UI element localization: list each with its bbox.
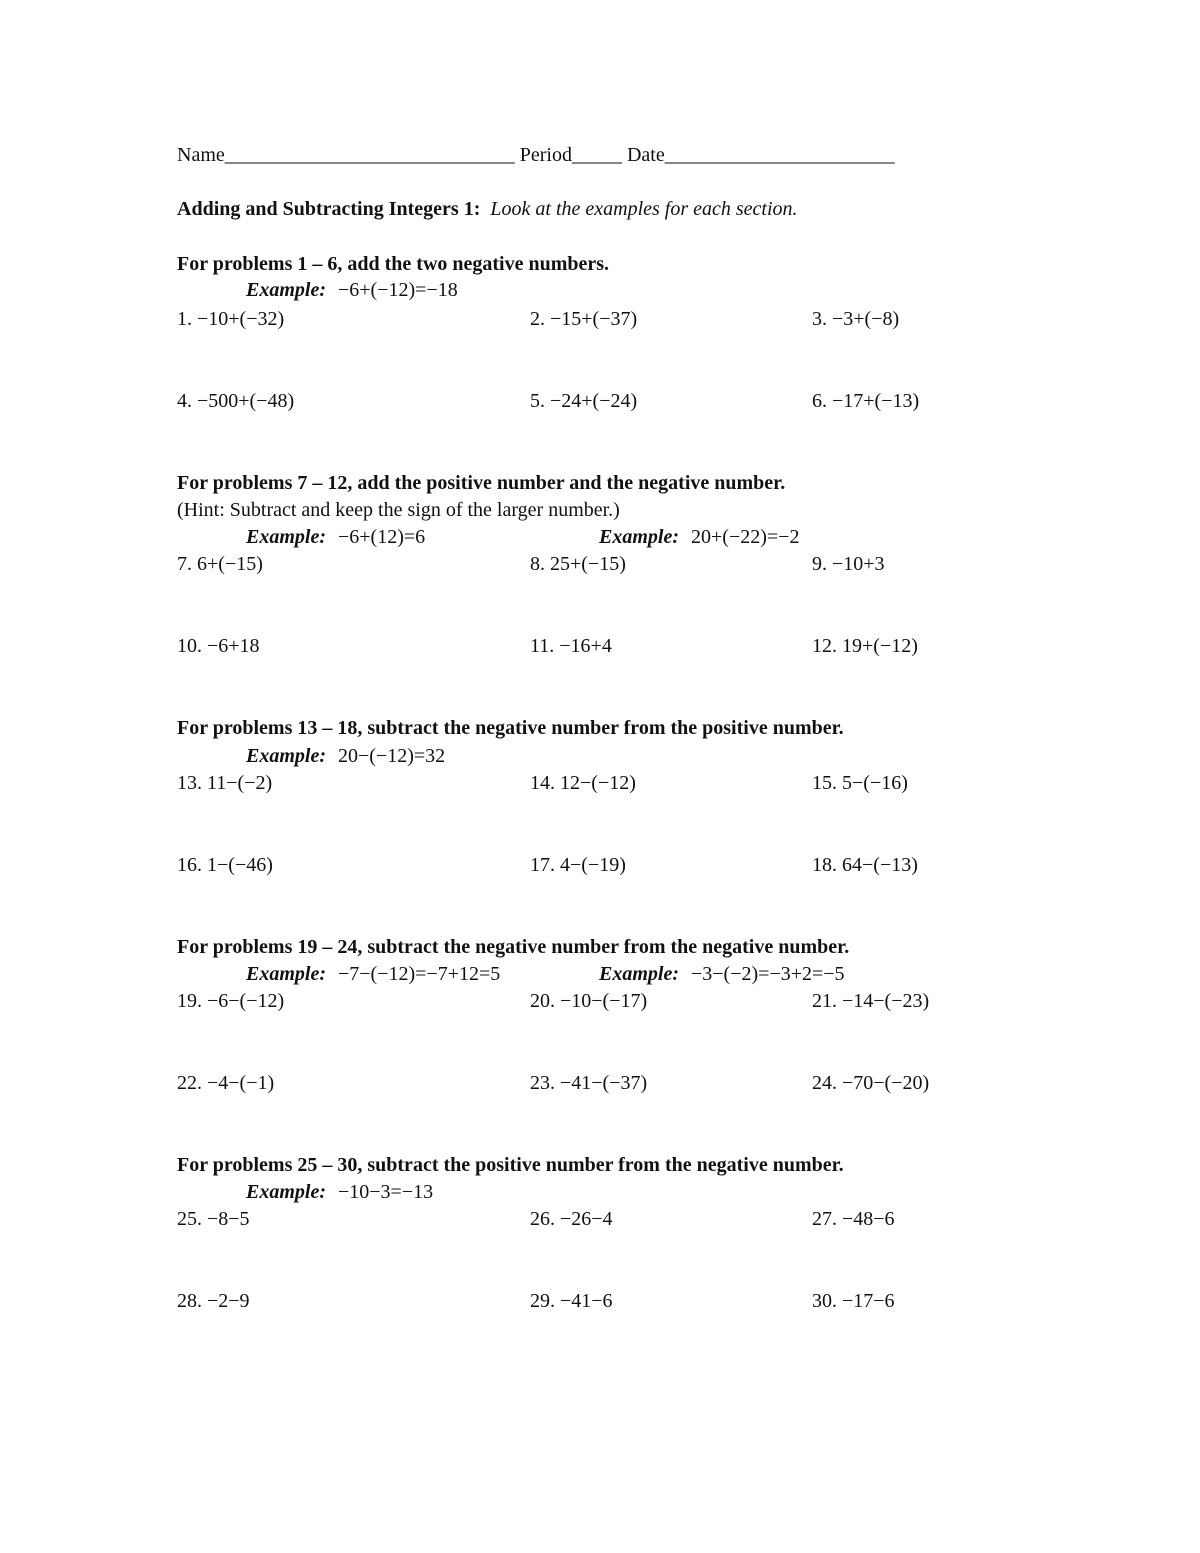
problem-29: 29. −41−6 (530, 1290, 613, 1312)
worksheet-title (177, 197, 798, 221)
title-instructions: Look at the examples for each section. (490, 198, 798, 220)
example-label: Example: (599, 963, 679, 985)
problem-8: 8. 25+(−15) (530, 553, 626, 575)
section-5-heading: For problems 25 – 30, subtract the positive number from the negative number. (177, 1154, 844, 1176)
example-label: Example: (246, 1181, 326, 1203)
problem-21: 21. −14−(−23) (812, 990, 930, 1012)
example-expression: 20+(−22)=−2 (691, 526, 800, 548)
section-3-example (246, 744, 445, 768)
problem-25: 25. −8−5 (177, 1208, 250, 1230)
name-field[interactable]: _____________________________ (224, 144, 515, 166)
example-label: Example: (246, 745, 326, 767)
section-1-example (246, 278, 458, 302)
example-expression: −6+(12)=6 (338, 526, 426, 548)
problem-6: 6. −17+(−13) (812, 390, 920, 412)
problem-2: 2. −15+(−37) (530, 308, 638, 330)
title-bold: Adding and Subtracting Integers 1: (177, 198, 481, 220)
problem-5: 5. −24+(−24) (530, 390, 638, 412)
problem-11: 11. −16+4 (530, 635, 612, 657)
example-expression: −10−3=−13 (338, 1181, 434, 1203)
date-field[interactable]: _______________________ (664, 144, 895, 166)
problem-28: 28. −2−9 (177, 1290, 250, 1312)
problem-7: 7. 6+(−15) (177, 553, 263, 575)
section-2-hint: (Hint: Subtract and keep the sign of the larger number.) (177, 499, 620, 521)
problem-22: 22. −4−(−1) (177, 1072, 275, 1094)
problem-17: 17. 4−(−19) (530, 854, 626, 876)
problem-26: 26. −26−4 (530, 1208, 613, 1230)
section-2-example-2 (599, 525, 799, 549)
section-4-example-1 (246, 962, 500, 986)
problem-14: 14. 12−(−12) (530, 772, 636, 794)
problem-3: 3. −3+(−8) (812, 308, 900, 330)
section-2-heading: For problems 7 – 12, add the positive number and the negative number. (177, 472, 786, 494)
problem-1: 1. −10+(−32) (177, 308, 285, 330)
section-4-example-2 (599, 962, 845, 986)
example-label: Example: (599, 526, 679, 548)
problem-15: 15. 5−(−16) (812, 772, 908, 794)
example-label: Example: (246, 279, 326, 301)
problem-16: 16. 1−(−46) (177, 854, 273, 876)
problem-18: 18. 64−(−13) (812, 854, 918, 876)
problem-30: 30. −17−6 (812, 1290, 895, 1312)
problem-9: 9. −10+3 (812, 553, 885, 575)
section-4-heading: For problems 19 – 24, subtract the negative number from the negative number. (177, 936, 850, 958)
example-expression: −7−(−12)=−7+12=5 (338, 963, 501, 985)
problem-24: 24. −70−(−20) (812, 1072, 930, 1094)
problem-20: 20. −10−(−17) (530, 990, 648, 1012)
example-expression: −3−(−2)=−3+2=−5 (691, 963, 845, 985)
example-label: Example: (246, 963, 326, 985)
problem-12: 12. 19+(−12) (812, 635, 918, 657)
example-expression: 20−(−12)=32 (338, 745, 446, 767)
name-label: Name (177, 144, 225, 166)
problem-19: 19. −6−(−12) (177, 990, 285, 1012)
example-label: Example: (246, 526, 326, 548)
section-3-heading: For problems 13 – 18, subtract the negative number from the positive number. (177, 717, 844, 739)
problem-27: 27. −48−6 (812, 1208, 895, 1230)
period-field[interactable]: _____ (571, 144, 622, 166)
student-info-line (177, 143, 895, 167)
date-label: Date (626, 144, 665, 166)
problem-23: 23. −41−(−37) (530, 1072, 648, 1094)
section-1-heading: For problems 1 – 6, add the two negative numbers. (177, 253, 610, 275)
section-5-example (246, 1180, 433, 1204)
section-2-example-1 (246, 525, 425, 549)
problem-13: 13. 11−(−2) (177, 772, 273, 794)
period-label: Period (519, 144, 572, 166)
example-expression: −6+(−12)=−18 (338, 279, 458, 301)
problem-4: 4. −500+(−48) (177, 390, 295, 412)
problem-10: 10. −6+18 (177, 635, 260, 657)
